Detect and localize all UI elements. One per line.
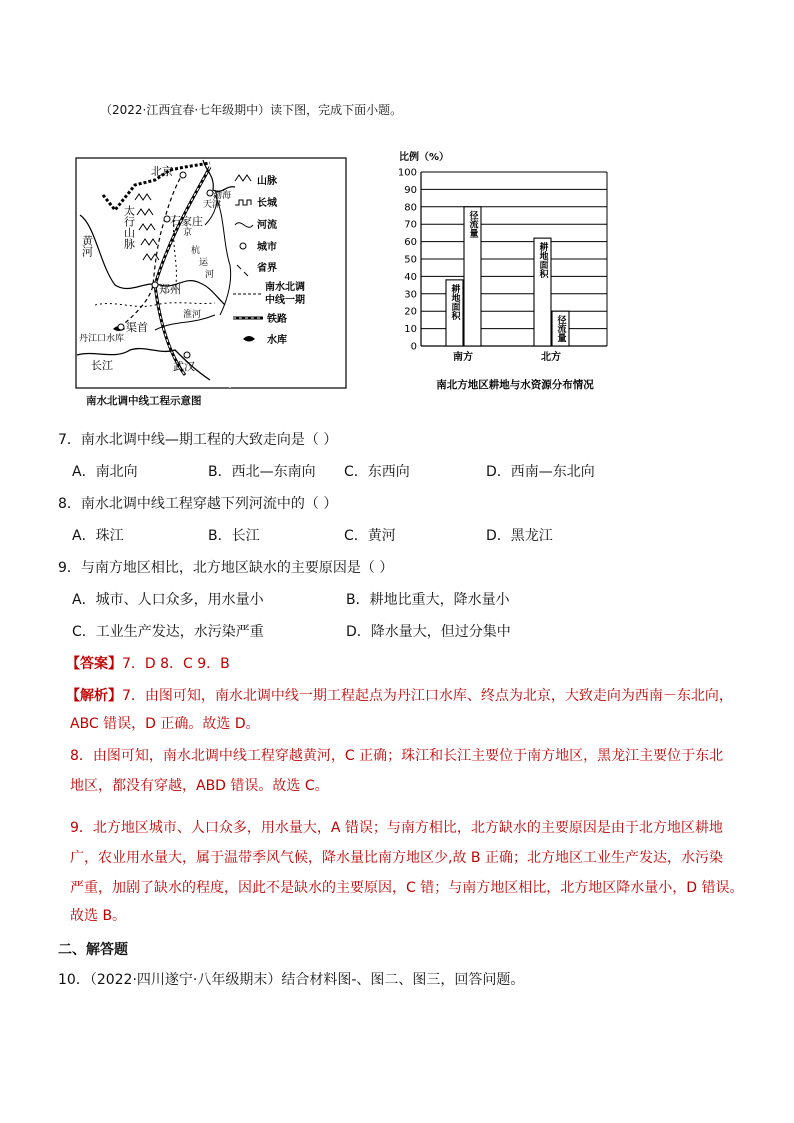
q9-option-b: B．耕地比重大，降水量小 (346, 592, 510, 608)
analysis-line-3: 8．由图可知，南水北调中线工程穿越黄河，C 正确；珠江和长江主要位于南方地区，黑龙江主要位于东北 (70, 748, 724, 764)
q7-option-d: D．西南—东北向 (486, 464, 595, 480)
y-tick-label: 0 (410, 341, 417, 353)
q8-option-d: D．黑龙江 (486, 528, 553, 544)
y-tick-label: 10 (404, 324, 417, 336)
x-category-label: 南方 (453, 352, 473, 363)
answer-line (66, 654, 230, 674)
y-tick-label: 30 (404, 289, 417, 301)
question-10-stem: 10．（2022·四川遂宁·八年级期末）结合材料图-、图二、图三，回答问题。 (58, 972, 525, 988)
legend-label: 山脉 (257, 176, 277, 187)
legend-label-2: 中线一期 (265, 295, 305, 306)
bar-label: 耕地面积 (449, 283, 460, 320)
q9-option-a: A．城市、人口众多，用水量小 (72, 592, 264, 608)
place-he: 河 (205, 270, 215, 280)
place-taihang: 太行山脉 (122, 205, 136, 249)
y-tick-label: 20 (404, 306, 417, 318)
y-tick-label: 80 (404, 202, 417, 214)
legend-label: 铁路 (267, 314, 287, 325)
place-yun: 运 (199, 258, 209, 268)
place-changjiang: 长江 (91, 359, 113, 372)
legend-label: 水库 (267, 335, 287, 346)
y-tick-label: 70 (404, 219, 417, 231)
place-qushou: 渠首 (126, 321, 148, 334)
answer-text: 7．D 8．C 9．B (122, 656, 230, 672)
bar-label: 径流量 (555, 315, 566, 343)
map-caption: 南水北调中线工程示意图 (86, 395, 202, 407)
analysis-line-5: 9．北方地区城市、人口众多，用水量大，A 错误；与南方相比，北方缺水的主要原因是由于北方地区耕地 (70, 820, 723, 836)
q9-option-c: C．工业生产发达，水污染严重 (72, 624, 264, 640)
question-8-stem: 8．南水北调中线工程穿越下列河流中的（ ） (58, 496, 338, 512)
place-danjiangkou: 丹江口水库 (79, 334, 125, 344)
analysis-line-2: ABC 错误，D 正确。故选 D。 (70, 716, 260, 732)
q7-option-b: B．西北—东南向 (208, 464, 316, 480)
question-9-stem: 9．与南方地区相比，北方地区缺水的主要原因是（ ） (58, 560, 394, 576)
legend-label: 城市 (257, 242, 277, 253)
analysis-line-4: 地区，都没有穿越，ABD 错误。故选 C。 (70, 778, 329, 794)
place-jing: 京 (183, 228, 193, 238)
analysis-line-8: 故选 B。 (70, 908, 127, 924)
intro-text: （2022·江西宜春·七年级期中）读下图，完成下面小题。 (100, 103, 403, 117)
bar-label: 耕地面积 (537, 242, 548, 279)
y-axis-label: 比例（%） (399, 152, 450, 163)
x-category-label: 北方 (541, 352, 561, 363)
y-tick-label: 50 (404, 254, 417, 266)
place-huaihe: 淮河 (183, 310, 202, 320)
y-tick-label: 90 (404, 184, 417, 196)
legend-label-1: 南水北调 (265, 282, 305, 293)
place-wuhan: 武汉 (173, 360, 195, 373)
q7-option-a: A．南北向 (72, 464, 138, 480)
place-bohai: 渤海 (213, 191, 232, 201)
analysis-label: 【解析】 (66, 688, 122, 704)
place-huanghe: 黄河 (80, 235, 94, 257)
q9-option-d: D．降水量大，但过分集中 (346, 624, 511, 640)
legend-label: 长城 (257, 198, 277, 209)
bar-label: 径流量 (467, 210, 478, 238)
place-shijiazhuang: 石家庄 (170, 215, 203, 228)
place-hang: 杭 (191, 246, 201, 256)
q8-option-a: A．珠江 (72, 528, 124, 544)
analysis-line-1: 【解析】7．由图可知，南水北调中线一期工程起点为丹江口水库、终点为北京，大致走向为西南－东北向， (66, 688, 733, 704)
legend-label: 河流 (257, 220, 277, 231)
map-figure (75, 155, 350, 405)
city-icon (240, 243, 246, 249)
legend-label: 省界 (257, 263, 277, 274)
bar-chart (395, 148, 635, 398)
q8-option-c: C．黄河 (344, 528, 396, 544)
answer-label: 【答案】 (66, 656, 122, 672)
analysis-line-6: 广，农业用水量大，属于温带季风气候，降水量比南方地区少,故 B 正确；北方地区工业生产发达，水污染 (70, 850, 723, 866)
analysis-line-7: 严重，加剧了缺水的程度，因此不是缺水的主要原因，C 错；与南方地区相比，北方地区降水量小，D 错误。 (70, 880, 744, 896)
y-tick-label: 40 (404, 271, 417, 283)
q8-option-b: B．长江 (208, 528, 260, 544)
chart-title: 南北方地区耕地与水资源分布情况 (436, 379, 594, 391)
question-7-stem: 7．南水北调中线—期工程的大致走向是（ ） (58, 432, 338, 448)
place-tianjin: 天津 (203, 200, 222, 210)
place-beijing: 北京 (151, 165, 173, 178)
y-tick-label: 100 (397, 167, 417, 179)
q7-option-c: C．东西向 (344, 464, 410, 480)
place-zhengzhou: 郑州 (159, 283, 181, 296)
section-heading: 二、解答题 (58, 942, 128, 958)
y-tick-label: 60 (404, 237, 417, 249)
